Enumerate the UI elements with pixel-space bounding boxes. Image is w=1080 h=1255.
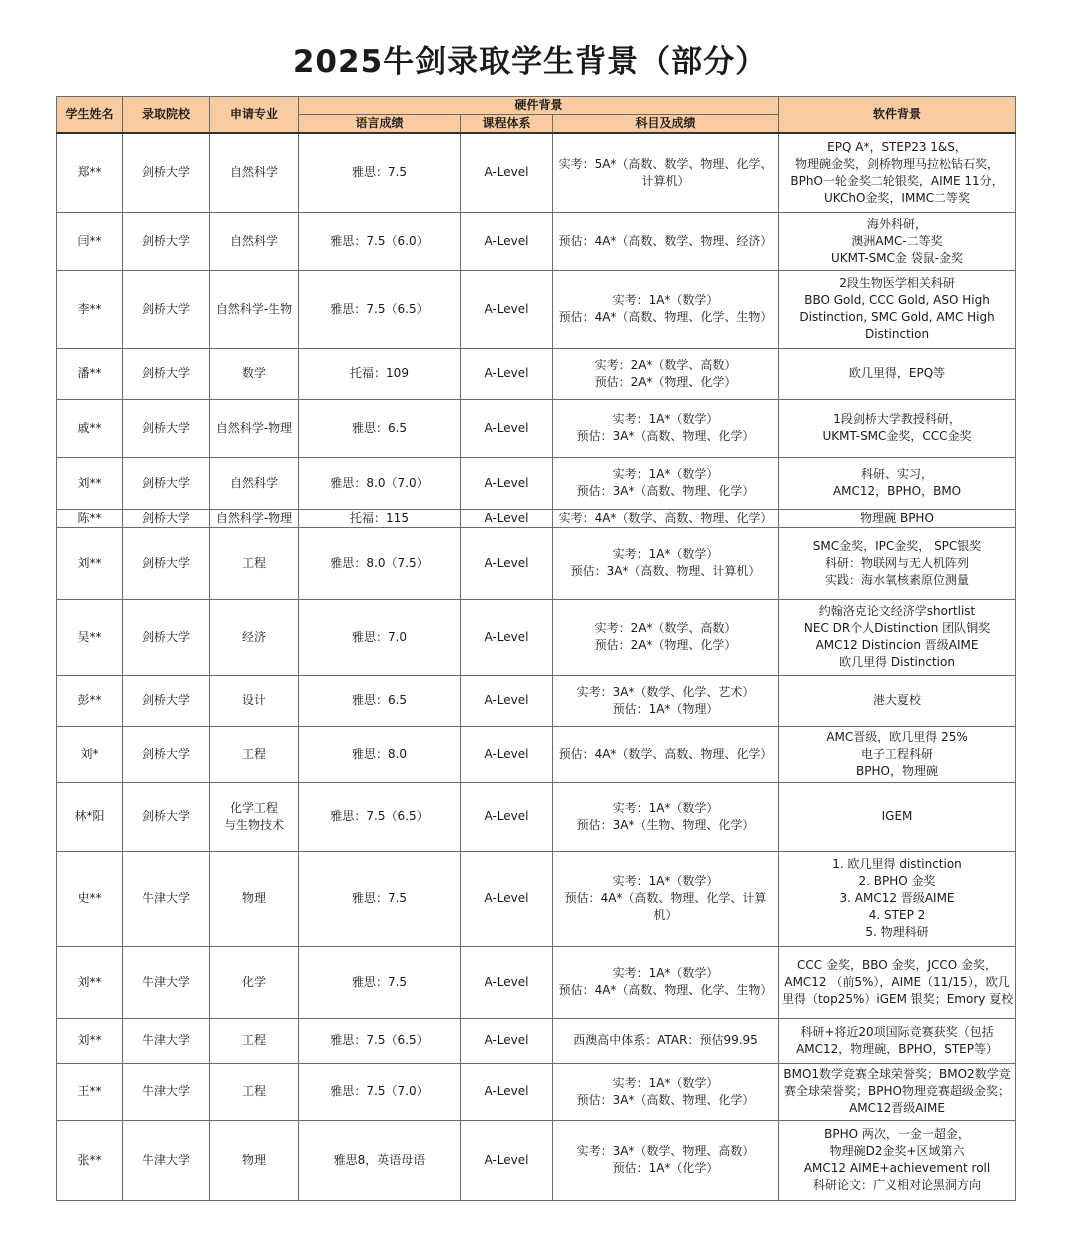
cell-language-score: 雅思：8.0 xyxy=(299,726,461,782)
cell-school: 牛津大学 xyxy=(123,1018,210,1063)
cell-language-score: 雅思：7.0 xyxy=(299,599,461,675)
cell-curriculum: A-Level xyxy=(461,782,553,851)
cell-line: 约翰洛克论文经济学shortlist xyxy=(818,604,976,618)
cell-student-name: 林*阳 xyxy=(57,782,123,851)
cell-line: AMC12 Distincion 晋级AIME xyxy=(815,638,979,652)
header-soft-background: 软件背景 xyxy=(779,97,1016,134)
cell-line: 赛全球荣誉奖；BPHO物理竞赛超级金奖； xyxy=(784,1084,1010,1098)
table-row xyxy=(57,675,1016,726)
cell-language-score: 托福：115 xyxy=(299,509,461,527)
cell-line: 自然科学-物理 xyxy=(215,420,293,435)
cell-student-name: 王** xyxy=(57,1063,123,1120)
cell-curriculum: A-Level xyxy=(461,1063,553,1120)
cell-line: 预估：1A*（化学） xyxy=(612,1161,719,1175)
cell-curriculum: A-Level xyxy=(461,599,553,675)
cell-subjects xyxy=(553,946,779,1018)
header-curriculum: 课程体系 xyxy=(461,115,553,134)
cell-curriculum: A-Level xyxy=(461,851,553,946)
cell-subjects xyxy=(553,1063,779,1120)
cell-line: 预估：3A*（高数、物理、化学） xyxy=(576,484,755,498)
cell-line: CCC 金奖，BBO 金奖，JCCO 金奖， xyxy=(797,957,998,972)
cell-soft-background xyxy=(779,726,1016,782)
cell-line: 实考：4A*（数学、高数、物理、化学） xyxy=(558,510,773,525)
cell-school: 剑桥大学 xyxy=(123,509,210,527)
cell-curriculum: A-Level xyxy=(461,726,553,782)
cell-language-score: 雅思：6.5 xyxy=(299,675,461,726)
cell-language-score: 雅思：7.5 xyxy=(299,851,461,946)
cell-major xyxy=(210,726,299,782)
cell-major xyxy=(210,399,299,457)
cell-student-name: 吴** xyxy=(57,599,123,675)
cell-line: NEC DR个人Distinction 团队铜奖 xyxy=(803,621,991,635)
cell-language-score: 雅思8，英语母语 xyxy=(299,1120,461,1200)
cell-school: 剑桥大学 xyxy=(123,675,210,726)
cell-student-name: 刘** xyxy=(57,527,123,599)
cell-major xyxy=(210,851,299,946)
cell-line: BPhO一轮金奖二轮银奖，AIME 11分， xyxy=(790,173,1004,188)
table-row xyxy=(57,399,1016,457)
table-row xyxy=(57,851,1016,946)
cell-line: 物理碗金奖，剑桥物理马拉松钻石奖， xyxy=(795,156,1000,171)
cell-soft-background xyxy=(779,527,1016,599)
cell-line: 电子工程科研 xyxy=(861,746,934,761)
cell-school: 剑桥大学 xyxy=(123,457,210,509)
table-row xyxy=(57,457,1016,509)
cell-school: 剑桥大学 xyxy=(123,212,210,270)
cell-soft-background xyxy=(779,509,1016,527)
cell-soft-background xyxy=(779,133,1016,212)
cell-soft-background xyxy=(779,1120,1016,1200)
cell-line: 预估：3A*（高数、物理、计算机） xyxy=(570,564,761,578)
cell-subjects xyxy=(553,599,779,675)
cell-line: BPHO，物理碗 xyxy=(856,763,938,778)
cell-line: 科研论文：广义相对论黑洞方向 xyxy=(813,1178,982,1192)
cell-line: 科研：物联网与无人机阵列 xyxy=(825,555,970,570)
cell-line: 里得（top25%）iGEM 银奖；Emory 夏校 xyxy=(782,991,1014,1006)
cell-line: 科研、实习， xyxy=(861,467,934,481)
cell-student-name: 刘** xyxy=(57,457,123,509)
cell-student-name: 陈** xyxy=(57,509,123,527)
cell-school: 剑桥大学 xyxy=(123,726,210,782)
cell-school: 剑桥大学 xyxy=(123,133,210,212)
cell-line: 2段生物医学相关科研 xyxy=(839,276,955,290)
cell-curriculum: A-Level xyxy=(461,270,553,348)
header-hard-background: 硬件背景 xyxy=(299,97,779,115)
cell-line: 实考：3A*（数学、化学、艺术） xyxy=(576,684,755,699)
cell-line: 预估：2A*（物理、化学） xyxy=(594,374,737,389)
cell-line: UKChO金奖，IMMC二等奖 xyxy=(824,190,971,205)
table-row xyxy=(57,270,1016,348)
cell-major xyxy=(210,675,299,726)
cell-major xyxy=(210,1120,299,1200)
cell-language-score: 雅思：7.5 xyxy=(299,946,461,1018)
table-row xyxy=(57,1063,1016,1120)
cell-line: 预估：4A*（高数、物理、化学、生物） xyxy=(558,983,773,997)
cell-line: BPHO 两次，一金一超金， xyxy=(824,1127,970,1141)
cell-language-score: 雅思：7.5（6.5） xyxy=(299,782,461,851)
cell-subjects xyxy=(553,212,779,270)
cell-school: 剑桥大学 xyxy=(123,270,210,348)
cell-line: 2. BPHO 金奖 xyxy=(858,874,936,888)
cell-line: 港大夏校 xyxy=(873,693,922,707)
cell-line: 自然科学 xyxy=(229,165,278,180)
page-title: 2025牛剑录取学生背景（部分） xyxy=(292,44,768,80)
cell-line: 数学 xyxy=(241,366,266,380)
cell-subjects xyxy=(553,399,779,457)
cell-line: IGEM xyxy=(881,809,913,823)
cell-line: 工程 xyxy=(241,1084,266,1098)
cell-curriculum: A-Level xyxy=(461,527,553,599)
cell-student-name: 闫** xyxy=(57,212,123,270)
table-row xyxy=(57,946,1016,1018)
cell-subjects xyxy=(553,1120,779,1200)
cell-soft-background xyxy=(779,599,1016,675)
cell-subjects xyxy=(553,270,779,348)
table-row xyxy=(57,782,1016,851)
cell-language-score: 雅思：8.0（7.0） xyxy=(299,457,461,509)
cell-line: 工程 xyxy=(241,746,266,761)
cell-major xyxy=(210,946,299,1018)
cell-soft-background xyxy=(779,1063,1016,1120)
cell-line: 实考：3A*（数学、物理、高数） xyxy=(576,1144,755,1158)
cell-student-name: 戚** xyxy=(57,399,123,457)
table-row xyxy=(57,599,1016,675)
cell-major xyxy=(210,1018,299,1063)
cell-line: 经济 xyxy=(241,629,266,644)
cell-line: 与生物技术 xyxy=(223,817,284,832)
cell-language-score: 雅思：7.5（6.0） xyxy=(299,212,461,270)
cell-subjects xyxy=(553,133,779,212)
cell-school: 牛津大学 xyxy=(123,851,210,946)
cell-student-name: 刘** xyxy=(57,1018,123,1063)
cell-soft-background xyxy=(779,457,1016,509)
table-row xyxy=(57,509,1016,527)
cell-student-name: 史** xyxy=(57,851,123,946)
cell-soft-background xyxy=(779,212,1016,270)
cell-subjects xyxy=(553,457,779,509)
cell-line: 预估：4A*（高数、数学、物理、经济） xyxy=(558,233,773,248)
cell-line: 自然科学-生物 xyxy=(215,301,293,316)
cell-major xyxy=(210,509,299,527)
cell-line: 实考：1A*（数学） xyxy=(612,412,719,426)
cell-line: BBO Gold, CCC Gold, ASO High xyxy=(804,293,990,307)
cell-subjects xyxy=(553,527,779,599)
admissions-table xyxy=(56,96,1016,1201)
cell-line: 预估：1A*（物理） xyxy=(612,701,719,716)
cell-line: 实考：1A*（数学） xyxy=(612,874,719,888)
cell-line: 欧几里得，EPQ等 xyxy=(848,366,946,380)
cell-language-score: 雅思：7.5 xyxy=(299,133,461,212)
cell-school: 剑桥大学 xyxy=(123,782,210,851)
cell-line: 5. 物理科研 xyxy=(865,925,929,939)
cell-line: AMC12 AIME+achievement roll xyxy=(803,1161,991,1175)
cell-student-name: 郑** xyxy=(57,133,123,212)
cell-line: 自然科学-物理 xyxy=(215,510,293,525)
cell-school: 牛津大学 xyxy=(123,1063,210,1120)
cell-curriculum: A-Level xyxy=(461,1018,553,1063)
cell-curriculum: A-Level xyxy=(461,133,553,212)
cell-student-name: 彭** xyxy=(57,675,123,726)
cell-curriculum: A-Level xyxy=(461,946,553,1018)
cell-language-score: 雅思：6.5 xyxy=(299,399,461,457)
cell-line: 实考：1A*（数学） xyxy=(612,966,719,980)
cell-line: 化学工程 xyxy=(229,800,278,815)
cell-major xyxy=(210,133,299,212)
cell-line: 机） xyxy=(653,908,678,922)
cell-major xyxy=(210,270,299,348)
table-row xyxy=(57,1120,1016,1200)
cell-line: 工程 xyxy=(241,1033,266,1047)
cell-line: 预估：4A*（数学、高数、物理、化学） xyxy=(558,746,773,761)
cell-subjects xyxy=(553,509,779,527)
cell-school: 剑桥大学 xyxy=(123,527,210,599)
header-subjects: 科目及成绩 xyxy=(553,115,779,134)
cell-line: Distinction, SMC Gold, AMC High xyxy=(799,310,995,324)
cell-curriculum: A-Level xyxy=(461,509,553,527)
cell-line: 预估：3A*（高数、物理、化学） xyxy=(576,1092,755,1107)
cell-line: UKMT-SMC金奖，CCC金奖 xyxy=(822,429,972,443)
cell-student-name: 刘* xyxy=(57,726,123,782)
table-row xyxy=(57,348,1016,399)
cell-line: 3. AMC12 晋级AIME xyxy=(839,891,955,905)
cell-soft-background xyxy=(779,675,1016,726)
cell-major xyxy=(210,782,299,851)
cell-major xyxy=(210,212,299,270)
cell-line: 物理 xyxy=(241,1152,266,1167)
cell-line: 物理碗D2金奖+区域第六 xyxy=(829,1144,965,1158)
cell-line: 1段剑桥大学教授科研， xyxy=(833,412,961,426)
cell-line: AMC12晋级AIME xyxy=(849,1101,945,1115)
cell-major xyxy=(210,1063,299,1120)
cell-line: SMC金奖，IPC金奖， SPC银奖 xyxy=(812,538,982,553)
cell-line: UKMT-SMC金 袋鼠-金奖 xyxy=(831,250,964,265)
table-row xyxy=(57,1018,1016,1063)
cell-line: 澳洲AMC-二等奖 xyxy=(851,233,943,248)
cell-line: 实考：5A*（高数、数学、物理、化学、 xyxy=(558,156,773,171)
cell-line: 设计 xyxy=(241,693,266,707)
cell-line: AMC12，BPHO，BMO xyxy=(832,484,962,498)
cell-line: 1. 欧几里得 distinction xyxy=(832,857,962,871)
cell-line: 西澳高中体系：ATAR：预估99.95 xyxy=(573,1033,758,1047)
cell-line: 计算机） xyxy=(641,173,690,188)
cell-soft-background xyxy=(779,782,1016,851)
cell-line: 预估：4A*（高数、物理、化学、计算 xyxy=(564,891,767,905)
cell-school: 剑桥大学 xyxy=(123,399,210,457)
cell-line: AMC晋级，欧几里得 25% xyxy=(826,729,968,744)
cell-curriculum: A-Level xyxy=(461,212,553,270)
cell-line: 实考：1A*（数学） xyxy=(612,1075,719,1090)
cell-line: 预估：4A*（高数、物理、化学、生物） xyxy=(558,310,773,324)
cell-line: 自然科学 xyxy=(229,475,278,490)
cell-student-name: 刘** xyxy=(57,946,123,1018)
cell-line: 实考：2A*（数学、高数） xyxy=(594,357,737,372)
cell-curriculum: A-Level xyxy=(461,1120,553,1200)
cell-subjects xyxy=(553,1018,779,1063)
cell-line: Distinction xyxy=(865,327,930,341)
cell-soft-background xyxy=(779,946,1016,1018)
cell-school: 牛津大学 xyxy=(123,946,210,1018)
cell-line: 预估：3A*（高数、物理、化学） xyxy=(576,429,755,443)
cell-major xyxy=(210,348,299,399)
table-row xyxy=(57,726,1016,782)
cell-line: 物理 xyxy=(241,891,266,905)
table-row xyxy=(57,527,1016,599)
cell-curriculum: A-Level xyxy=(461,399,553,457)
cell-soft-background xyxy=(779,399,1016,457)
cell-curriculum: A-Level xyxy=(461,675,553,726)
cell-language-score: 雅思：8.0（7.5） xyxy=(299,527,461,599)
cell-line: 实考：1A*（数学） xyxy=(612,800,719,815)
cell-line: AMC12 （前5%），AIME（11/15），欧几 xyxy=(784,974,1010,989)
cell-line: EPQ A*，STEP23 1&S， xyxy=(827,139,967,154)
cell-student-name: 潘** xyxy=(57,348,123,399)
cell-line: 预估：3A*（生物、物理、化学） xyxy=(576,817,755,832)
header-major: 申请专业 xyxy=(210,97,299,134)
table-row xyxy=(57,212,1016,270)
cell-line: 欧几里得 Distinction xyxy=(839,655,955,669)
cell-language-score: 托福：109 xyxy=(299,348,461,399)
cell-language-score: 雅思：7.5（6.5） xyxy=(299,1018,461,1063)
cell-line: 科研+将近20项国际竞赛获奖（包括 xyxy=(800,1024,994,1039)
table-row xyxy=(57,133,1016,212)
cell-student-name: 张** xyxy=(57,1120,123,1200)
cell-line: 实考：1A*（数学） xyxy=(612,467,719,481)
cell-line: 4. STEP 2 xyxy=(868,908,926,922)
header-school: 录取院校 xyxy=(123,97,210,134)
cell-student-name: 李** xyxy=(57,270,123,348)
cell-line: AMC12，物理碗，BPHO，STEP等） xyxy=(796,1041,998,1056)
cell-subjects xyxy=(553,675,779,726)
cell-major xyxy=(210,457,299,509)
cell-line: 海外科研， xyxy=(867,216,928,231)
cell-line: 实考：1A*（数学） xyxy=(612,547,719,561)
cell-school: 牛津大学 xyxy=(123,1120,210,1200)
cell-school: 剑桥大学 xyxy=(123,599,210,675)
cell-line: 自然科学 xyxy=(229,233,278,248)
cell-language-score: 雅思：7.5（7.0） xyxy=(299,1063,461,1120)
cell-line: 实考：2A*（数学、高数） xyxy=(594,621,737,635)
cell-school: 剑桥大学 xyxy=(123,348,210,399)
cell-line: 化学 xyxy=(241,974,266,989)
cell-subjects xyxy=(553,851,779,946)
cell-soft-background xyxy=(779,851,1016,946)
cell-line: 实践：海水氧核素原位测量 xyxy=(825,572,970,587)
cell-major xyxy=(210,599,299,675)
cell-soft-background xyxy=(779,1018,1016,1063)
cell-soft-background xyxy=(779,348,1016,399)
cell-soft-background xyxy=(779,270,1016,348)
cell-subjects xyxy=(553,782,779,851)
cell-line: BMO1数学竞赛全球荣誉奖；BMO2数学竞 xyxy=(783,1067,1011,1081)
cell-line: 物理碗 BPHO xyxy=(860,510,934,525)
cell-line: 工程 xyxy=(241,555,266,570)
cell-major xyxy=(210,527,299,599)
cell-line: 预估：2A*（物理、化学） xyxy=(594,638,737,652)
cell-subjects xyxy=(553,348,779,399)
cell-curriculum: A-Level xyxy=(461,457,553,509)
cell-curriculum: A-Level xyxy=(461,348,553,399)
cell-language-score: 雅思：7.5（6.5） xyxy=(299,270,461,348)
header-name: 学生姓名 xyxy=(57,97,123,134)
cell-line: 实考：1A*（数学） xyxy=(612,293,719,307)
cell-subjects xyxy=(553,726,779,782)
header-language: 语言成绩 xyxy=(299,115,461,134)
